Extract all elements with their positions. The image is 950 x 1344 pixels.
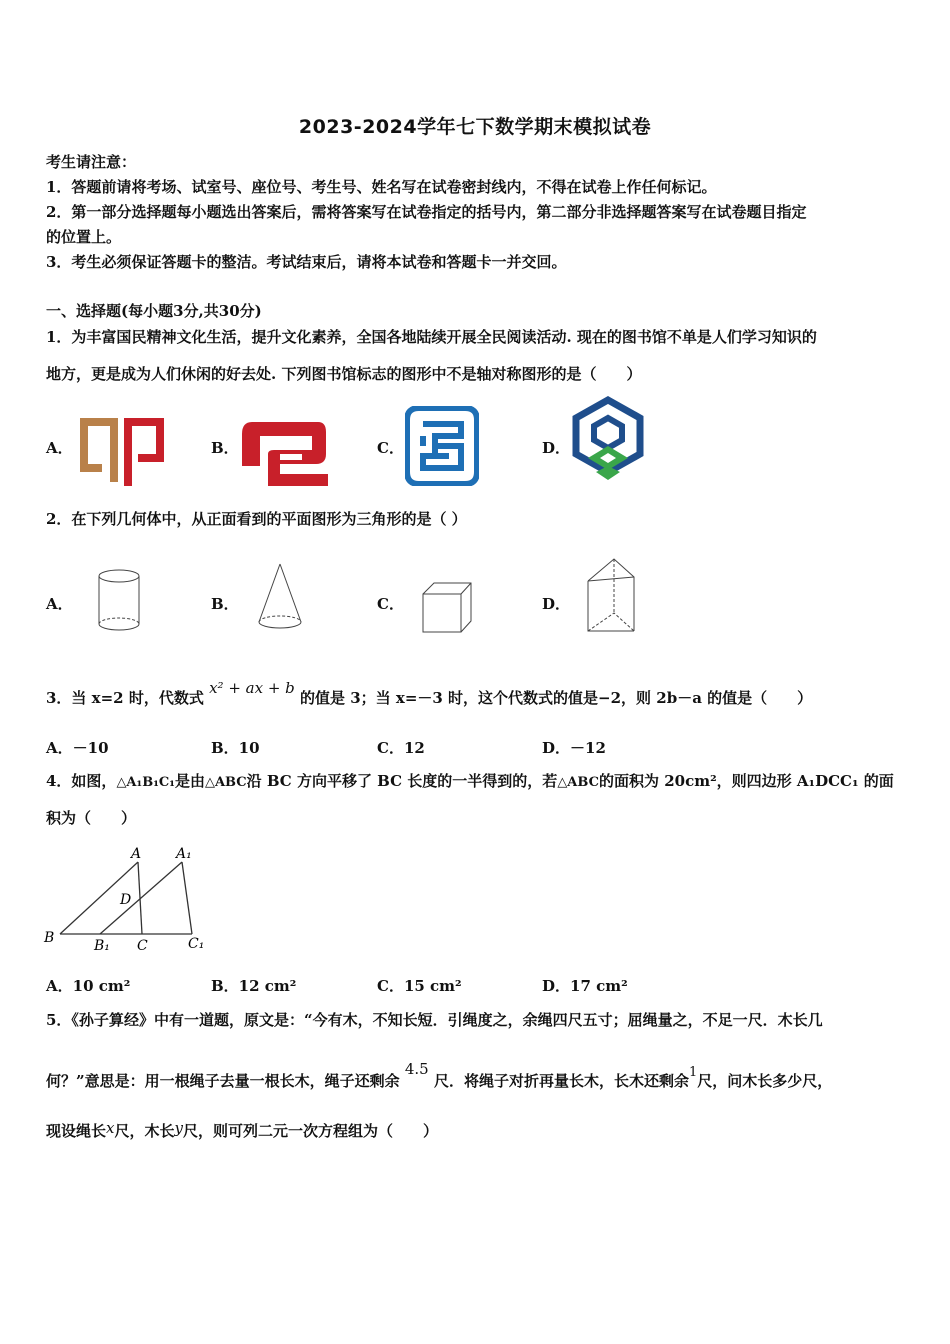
q3-option-d: D．－12	[542, 739, 606, 757]
q4-triangle-1: △A₁B₁C₁	[116, 775, 175, 790]
q3-stem-after: 的值是 3；当 x=－3 时，这个代数式的值是−2，则 2b－a 的值是（ ）	[300, 689, 813, 707]
library-logo-c	[405, 406, 479, 486]
q1-option-a-label: A．	[46, 439, 73, 457]
q4-part-c: 沿 BC 方向平移了 BC 长度的一半得到的，若	[246, 772, 558, 790]
triangular-prism-figure	[584, 555, 638, 635]
logo-b-inner-bar	[280, 454, 302, 460]
q4-stem-line1	[46, 771, 916, 793]
q2-option-c-label: C．	[377, 595, 404, 613]
label-b: B	[44, 930, 55, 946]
q5-stem-line2	[46, 1060, 916, 1093]
q3-stem	[46, 679, 916, 708]
label-a1: A₁	[176, 846, 192, 862]
q2-option-b-label: B．	[211, 595, 239, 613]
q4-option-a: A．10 cm²	[46, 977, 131, 995]
library-logo-d	[572, 396, 644, 484]
translation-triangle-figure	[42, 842, 208, 954]
label-a: A	[131, 846, 142, 862]
q4-option-d: D．17 cm²	[542, 977, 628, 995]
q1-option-b-label: B．	[211, 439, 239, 457]
notice-item: 2．第一部分选择题每小题选出答案后，需将答案写在试卷指定的括号内，第二部分非选择题答案写在试卷题目指定	[46, 203, 807, 221]
q5-part-b: 尺．将绳子对折再量长木，长木还剩余	[433, 1072, 689, 1090]
q2-option-a-label: A．	[46, 595, 73, 613]
q2-stem: 2．在下列几何体中，从正面看到的平面图形为三角形的是（ ）	[46, 510, 467, 528]
notice-item: 1．答题前请将考场、试室号、座位号、考生号、姓名写在试卷密封线内，不得在试卷上作任何标记。	[46, 178, 717, 196]
cube-figure	[420, 580, 474, 636]
q3-option-c: C．12	[377, 739, 425, 757]
q4-stem-line2: 积为（ ）	[46, 809, 137, 827]
logo-d-outer-hex	[576, 400, 640, 472]
q4-part-a: 4．如图，	[46, 772, 117, 790]
q5-part-e: 尺，木长	[114, 1122, 175, 1140]
notice-heading: 考生请注意：	[46, 153, 137, 171]
q5-var-y: y	[174, 1119, 183, 1137]
q3-stem-before: 3．当 x=2 时，代数式	[46, 689, 204, 707]
q1-option-d-label: D．	[542, 439, 571, 457]
q3-expression: x² + ax + b	[209, 679, 295, 697]
library-logo-a	[76, 412, 168, 488]
q2-option-d-label: D．	[542, 595, 571, 613]
q5-part-c: 尺，问木长多少尺，	[697, 1072, 833, 1090]
logo-a-red-part	[124, 418, 164, 486]
cone-figure	[254, 560, 306, 636]
notice-item: 的位置上。	[46, 228, 122, 246]
label-b1: B₁	[94, 938, 110, 954]
q1-stem-line2: 地方，更是成为人们休闲的好去处. 下列图书馆标志的图形中不是轴对称图形的是（ ）	[46, 365, 642, 383]
q4-option-b: B．12 cm²	[211, 977, 297, 995]
section-heading: 一、选择题(每小题3分,共30分)	[46, 302, 262, 320]
q5-num-rope-excess: 4.5	[404, 1060, 429, 1078]
q4-part-b: 是由	[174, 772, 205, 790]
page-title: 2023-2024学年七下数学期末模拟试卷	[298, 116, 652, 138]
logo-d-inner-pattern	[594, 418, 622, 448]
q5-stem-line1: 5．《孙子算经》中有一道题，原文是：“今有木，不知长短．引绳度之，余绳四尺五寸；屈绳量之，不足一尺．木长几	[46, 1011, 823, 1029]
q4-triangle-3: △ABC	[557, 775, 599, 790]
q5-part-a: 何？”意思是：用一根绳子去量一根长木，绳子还剩余	[46, 1072, 400, 1090]
q5-num-wood-excess: 1	[688, 1065, 698, 1080]
label-c1: C₁	[188, 936, 205, 952]
q5-part-d: 现设绳长	[46, 1122, 107, 1140]
label-d: D	[120, 892, 132, 908]
logo-a-brown-part	[80, 418, 118, 482]
q4-triangle-2: △ABC	[204, 775, 247, 790]
q4-option-c: C．15 cm²	[377, 977, 462, 995]
q5-stem-line3	[46, 1121, 916, 1141]
q1-option-c-label: C．	[377, 439, 404, 457]
cylinder-figure	[94, 566, 144, 636]
q1-stem-line1: 1．为丰富国民精神文化生活，提升文化素养，全国各地陆续开展全民阅读活动. 现在的图书馆不单是人们学习知识的	[46, 328, 817, 346]
q5-part-f: 尺，则可列二元一次方程组为（ ）	[182, 1122, 438, 1140]
q4-part-d: 的面积为 20cm²，则四边形 A₁DCC₁ 的面	[598, 772, 894, 790]
library-logo-b	[240, 414, 330, 488]
q3-option-b: B．10	[211, 739, 260, 757]
label-c: C	[137, 938, 148, 954]
q3-option-a: A．－10	[46, 739, 109, 757]
notice-item: 3．考生必须保证答题卡的整洁。考试结束后，请将本试卷和答题卡一并交回。	[46, 253, 567, 271]
q5-var-x: x	[106, 1119, 115, 1137]
logo-c-inner-pattern	[423, 424, 461, 468]
